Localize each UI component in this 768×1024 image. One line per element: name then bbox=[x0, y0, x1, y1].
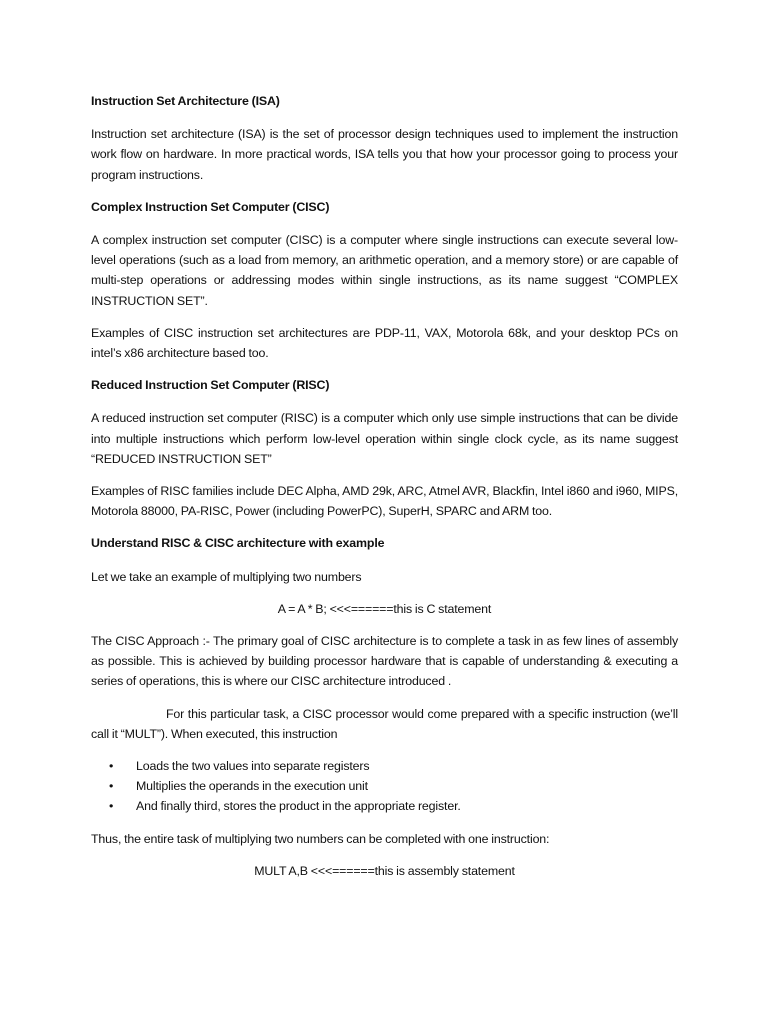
heading-isa: Instruction Set Architecture (ISA) bbox=[91, 94, 280, 108]
paragraph-example-intro: Let we take an example of multiplying two numbers bbox=[91, 569, 362, 584]
paragraph-cisc-approach: The CISC Approach :- The primary goal of CISC architecture is to complete a task in as few lines of assembly as possible. This is achieved by building processor hardware that is capable of understanding & executing a series of operations, this is where our CISC architecture introduced . bbox=[91, 634, 678, 689]
paragraph-one-instruction: Thus, the entire task of multiplying two numbers can be completed with one instruction: bbox=[91, 831, 550, 846]
paragraph-risc-definition: A reduced instruction set computer (RISC) is a computer which only use simple instructions that can be divide into multiple instructions which perform low-level operation within single clock cycle, as its name suggest “REDUCED INSTRUCTION SET” bbox=[91, 411, 678, 466]
heading-example: Understand RISC & CISC architecture with example bbox=[91, 536, 385, 551]
heading-risc: Reduced Instruction Set Computer (RISC) bbox=[91, 378, 330, 393]
heading-cisc: Complex Instruction Set Computer (CISC) bbox=[91, 199, 330, 214]
paragraph-mult-instruction: For this particular task, a CISC processor would come prepared with a specific instruction (we’ll call it “MULT”). When executed, this instruction bbox=[91, 706, 678, 741]
paragraph-isa-definition: Instruction set architecture (ISA) is the set of processor design techniques used to implement the instruction work flow on hardware. In more practical words, ISA tells you that how your processor going to process your program instructions. bbox=[91, 127, 678, 182]
list-item: • Multiplies the operands in the execution unit bbox=[136, 776, 678, 796]
list-item: • Loads the two values into separate registers bbox=[136, 756, 678, 776]
bullet-list bbox=[91, 756, 678, 817]
paragraph-cisc-definition: A complex instruction set computer (CISC) is a computer where single instructions can execute several low-level operations (such as a load from memory, an arithmetic operation, and a memory store) or are capable of multi-step operations or addressing modes within single instructions, as its name suggest “COMPLEX INSTRUCTION SET”. bbox=[91, 233, 678, 308]
paragraph-risc-examples: Examples of RISC families include DEC Alpha, AMD 29k, ARC, Atmel AVR, Blackfin, Intel i860 and i960, MIPS, Motorola 88000, PA-RISC, Power (including PowerPC), SuperH, SPARC and ARM too. bbox=[91, 484, 678, 519]
c-statement: A = A * B; <<<======this is C statement bbox=[277, 601, 492, 616]
assembly-statement: MULT A,B <<<======this is assembly statement bbox=[254, 863, 515, 878]
paragraph-cisc-examples: Examples of CISC instruction set architectures are PDP-11, VAX, Motorola 68k, and your desktop PCs on intel’s x86 architecture based too. bbox=[91, 325, 678, 361]
list-item: • And finally third, stores the product in the appropriate register. bbox=[136, 796, 678, 816]
